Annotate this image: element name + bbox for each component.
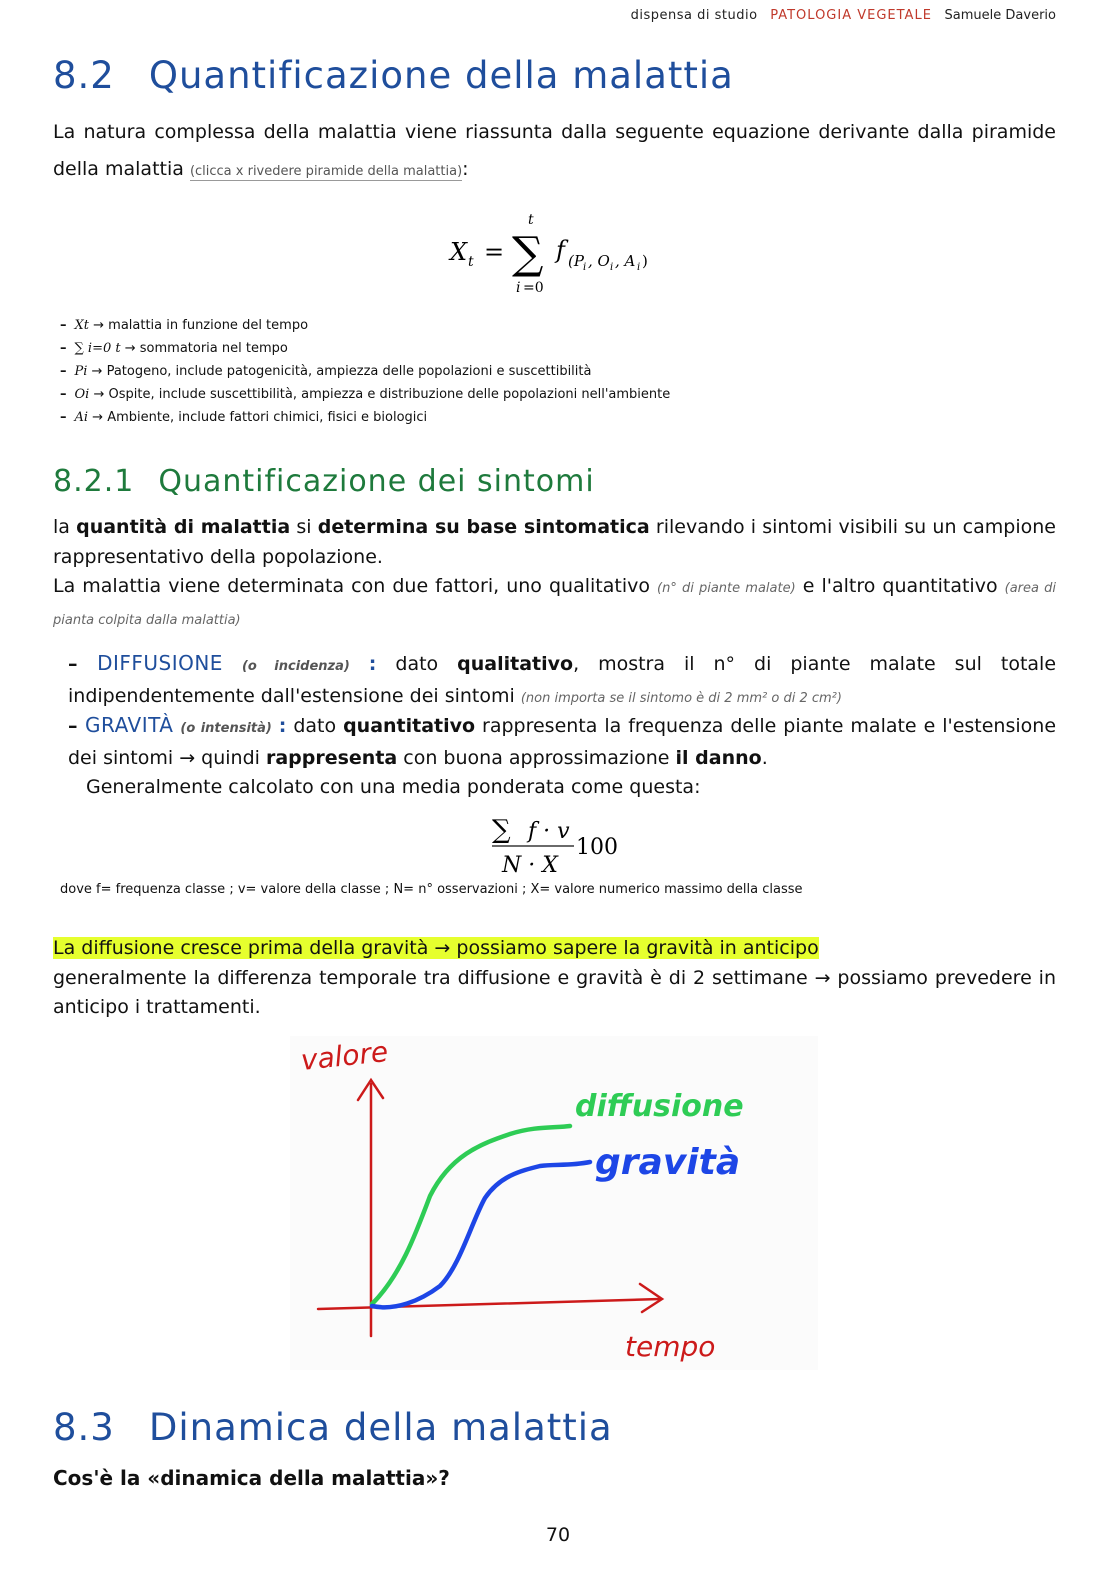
symbol-xt: Xt xyxy=(74,318,89,333)
svg-text:, A: , A xyxy=(615,252,636,270)
pyramid-link[interactable]: (clicca x rivedere piramide della malattia) xyxy=(189,164,463,179)
text-run: generalmente la differenza temporale tra diffusione e gravità è di 2 settimane → possiamo prevedere in anticipo i trattamenti. xyxy=(53,966,1056,1018)
intro-paragraph xyxy=(53,114,1056,190)
subsection-number: 8.2.1 xyxy=(53,464,135,499)
diffusione-item: – DIFFUSIONE (o incidenza) : dato qualitativo, mostra il n° di piante malate sul totale indipendentemente dall'estensione dei sintomi (non importa se il sintomo è di 2 mm² o di 2 cm²) xyxy=(68,651,1057,707)
header-author: Samuele Daverio xyxy=(944,8,1056,23)
definition-item: – Pi → Patogeno, include patogenicità, ampiezza delle popolazioni e suscettibilità xyxy=(60,360,670,383)
text-run: e l'altro quantitativo xyxy=(795,575,1005,597)
svg-text:N · X: N · X xyxy=(502,853,558,878)
diffusione-alt: (o incidenza) xyxy=(241,659,350,674)
definition-item: – Ai → Ambiente, include fattori chimici, fisici e biologici xyxy=(60,406,670,429)
gravita-item: – GRAVITÀ (o intensità) : dato quantitativo rappresenta la frequenza delle piante malate e l'estensione dei sintomi → quindi rappresenta con buona approssimazione il danno. Generalmente calcolato con una media ponderata come questa: xyxy=(68,713,1057,798)
y-axis-label: valore xyxy=(299,1036,390,1077)
diffusione-curve xyxy=(372,1126,570,1304)
formula-legend: dove f= frequenza classe ; v= valore della classe ; N= n° osservazioni ; X= valore numerico massimo della classe xyxy=(60,882,803,897)
svg-text:i: i xyxy=(610,262,614,273)
text-run: dato xyxy=(376,653,458,675)
bold-run: quantitativo xyxy=(343,715,476,737)
text-run: rappresenta la frequenza delle piante malate e l'estensione dei sintomi → quindi xyxy=(68,715,1057,769)
diffusione-term: DIFFUSIONE xyxy=(97,651,223,675)
disease-equation xyxy=(446,208,676,300)
dynamics-question: Cos'è la «dinamica della malattia»? xyxy=(53,1466,450,1490)
note-run: (n° di piante malate) xyxy=(657,581,796,596)
definition-text: Patogeno, include patogenicità, ampiezza delle popolazioni e suscettibilità xyxy=(106,364,592,379)
definition-text: Ospite, include suscettibilità, ampiezza e distribuzione delle popolazioni nell'ambiente xyxy=(108,387,671,402)
section-title: Dinamica della malattia xyxy=(148,1406,613,1449)
weighted-average-formula xyxy=(488,810,628,880)
symbol-sum: ∑ i=0 t xyxy=(74,341,121,356)
svg-text:∑: ∑ xyxy=(512,228,544,279)
text-run: si xyxy=(290,516,318,538)
definition-item: – ∑ i=0 t → sommatoria nel tempo xyxy=(60,337,670,360)
intro-end: : xyxy=(462,158,469,180)
text-run: La malattia viene determinata con due fattori, uno qualitativo xyxy=(53,575,658,597)
bold-run: il danno xyxy=(675,746,762,769)
svg-text:t: t xyxy=(528,212,534,228)
section-title: Quantificazione della malattia xyxy=(148,54,734,97)
definition-item: – Xt → malattia in funzione del tempo xyxy=(60,314,670,337)
svg-text:100: 100 xyxy=(576,835,618,860)
section-heading-8-2 xyxy=(53,54,734,97)
diffusione-label: diffusione xyxy=(575,1089,744,1124)
svg-text:i: i xyxy=(583,262,587,273)
equation-definitions xyxy=(60,314,670,429)
text-run: la xyxy=(53,516,77,538)
bold-run: qualitativo xyxy=(457,653,574,675)
header-subject: PATOLOGIA VEGETALE xyxy=(770,8,932,23)
gravita-alt: (o intensità) xyxy=(180,721,272,736)
formula-graphic xyxy=(488,810,628,880)
svg-text:): ) xyxy=(642,252,648,270)
text-run: rilevando i sintomi visibili su un campione rappresentativo della popolazione. xyxy=(53,516,1056,568)
symptoms-paragraph xyxy=(53,513,1056,635)
bold-run: quantità di malattia xyxy=(76,516,291,538)
svg-text:f · v: f · v xyxy=(528,819,570,844)
sketch-graphic xyxy=(290,1036,818,1370)
header-prefix: dispensa di studio xyxy=(630,8,758,23)
gravita-term: GRAVITÀ xyxy=(85,713,174,737)
svg-text:f: f xyxy=(556,236,565,264)
definition-item: – Oi → Ospite, include suscettibilità, ampiezza e distribuzione delle popolazioni nell'ambiente xyxy=(60,383,670,406)
svg-text:∑: ∑ xyxy=(492,815,511,845)
svg-text:X: X xyxy=(450,238,468,266)
definition-text: malattia in funzione del tempo xyxy=(108,318,309,333)
svg-text:, O: , O xyxy=(588,252,610,270)
section-number: 8.2 xyxy=(53,54,115,97)
svg-text:t: t xyxy=(468,254,474,270)
x-axis-arrow xyxy=(640,1284,662,1312)
symbol-pi: Pi xyxy=(74,364,88,379)
x-axis xyxy=(318,1299,660,1309)
gravita-curve xyxy=(372,1162,590,1307)
note-run: (area di pianta colpita dalla malattia) xyxy=(53,581,1056,628)
page-number: 70 xyxy=(545,1524,571,1546)
timing-paragraph xyxy=(53,934,1056,1023)
svg-text:=0: =0 xyxy=(523,280,544,296)
diffusion-severity-sketch xyxy=(290,1036,818,1370)
svg-text:=: = xyxy=(484,238,505,266)
bold-run: determina su base sintomatica xyxy=(317,516,650,538)
subsection-title: Quantificazione dei sintomi xyxy=(158,464,595,499)
text-run: dato xyxy=(286,715,344,737)
text-run: . xyxy=(761,746,768,769)
text-run: Generalmente calcolato con una media ponderata come questa: xyxy=(86,776,701,798)
text-run: con buona approssimazione xyxy=(397,746,676,769)
running-header xyxy=(631,8,1056,23)
highlighted-sentence: La diffusione cresce prima della gravità → possiamo sapere la gravità in anticipo xyxy=(53,937,819,959)
text-run: , mostra il n° di piante malate sul totale indipendentemente dall'estensione dei sintomi xyxy=(68,653,1057,707)
equation-graphic xyxy=(446,208,676,300)
definition-text: Ambiente, include fattori chimici, fisici e biologici xyxy=(107,410,428,425)
intro-text: La natura complessa della malattia viene riassunta dalla seguente equazione derivante dalla piramide della malattia xyxy=(53,121,1056,180)
bold-run: rappresenta xyxy=(265,746,398,769)
section-heading-8-2-1 xyxy=(53,464,595,499)
svg-text:(P: (P xyxy=(568,252,584,270)
section-heading-8-3 xyxy=(53,1406,613,1449)
note-run: (non importa se il sintomo è di 2 mm² o di 2 cm²) xyxy=(520,690,842,706)
gravita-label: gravità xyxy=(595,1142,741,1183)
definition-text: sommatoria nel tempo xyxy=(139,341,288,356)
section-number: 8.3 xyxy=(53,1406,115,1449)
symbol-oi: Oi xyxy=(74,387,90,402)
x-axis-label: tempo xyxy=(625,1330,716,1363)
svg-text:i: i xyxy=(637,262,641,273)
svg-text:i: i xyxy=(516,280,521,296)
symbol-ai: Ai xyxy=(74,410,89,425)
